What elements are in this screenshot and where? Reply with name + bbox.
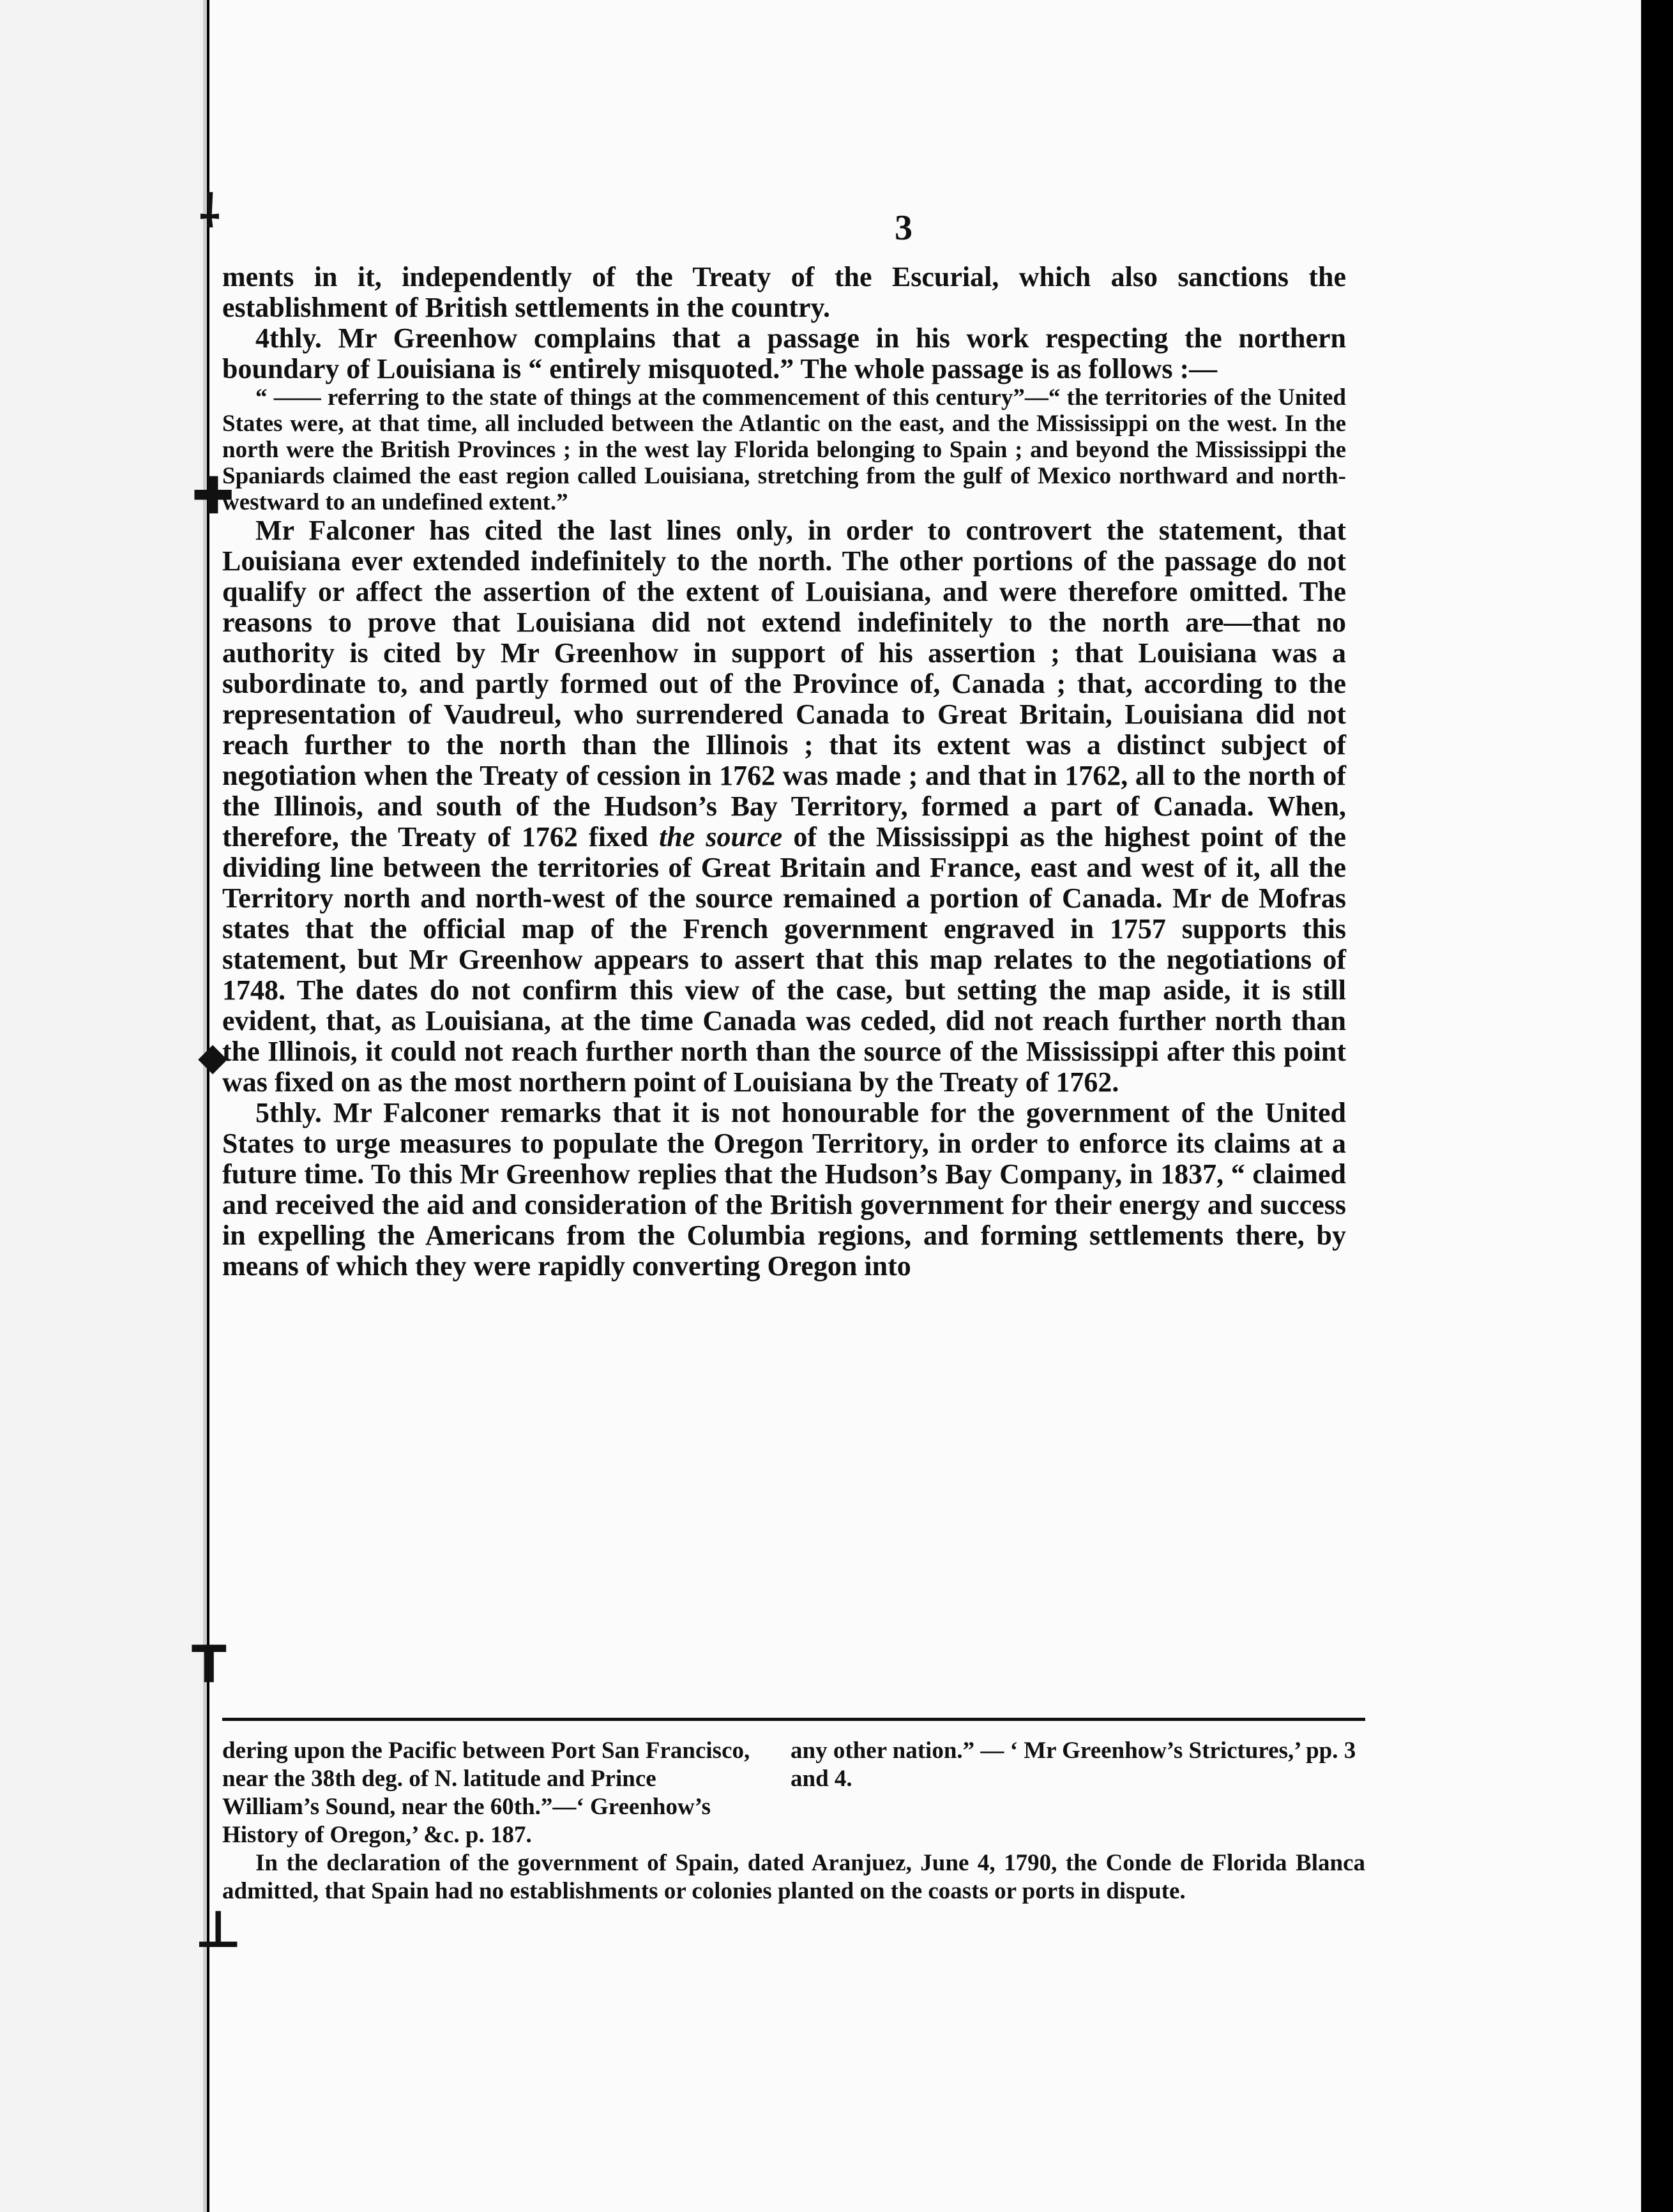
paragraph: 4thly. Mr Greenhow complains that a passage in his work respecting the northern boundary of Louisiana is “ entirely misquoted.” The whole passage is as follows :— bbox=[222, 322, 1346, 384]
footnote: any other nation.” — ‘ Mr Greenhow’s Strictures,’ pp. 3 and 4. bbox=[791, 1738, 1356, 1792]
paragraph: ments in it, independently of the Treaty of the Escurial, which also sanctions the establishment of British settlements in the country. bbox=[222, 261, 1346, 323]
binding-mark-icon: ✚ bbox=[192, 466, 235, 526]
footnotes bbox=[222, 1737, 1365, 1929]
binding-mark-icon: ◆ bbox=[198, 1034, 228, 1079]
binding-mark-icon: T bbox=[192, 1635, 227, 1694]
paragraph-text: of the Mississippi as the highest point of the dividing line between the territories of Great Britain and France, east and west of it, all the Territory north and north-west of the source remained a portion of Canada. Mr de Mofras states that the official map of the French government engraved in 1757 supports this statement, but Mr Greenhow appears to assert that this map relates to the negotiations of 1748. The dates do not confirm this view of the case, but setting the map aside, it is still evident, that, as Louisiana, at the time Canada was ceded, did not reach further north than the Illinois, it could not reach further north than the source of the Mississippi after this point was fixed on as the most northern point of Louisiana by the Treaty of 1762. bbox=[222, 821, 1346, 1098]
footnote-columns bbox=[222, 1737, 1365, 1849]
facing-page-edge bbox=[0, 0, 207, 2212]
footnote-left-column bbox=[222, 1737, 759, 1849]
footnote: dering upon the Pacific between Port San Francisco, near the 38th deg. of N. latitude and Prince William’s Sound, near the 60th.”—‘ Greenhow’s History of Oregon,’ &c. p. 187. bbox=[222, 1738, 750, 1848]
binding-mark-icon: ⊥ bbox=[195, 1900, 242, 1959]
footnote-right-column bbox=[791, 1737, 1365, 1849]
paragraph-text: Mr Falconer has cited the last lines only, in order to controvert the statement, that Louisiana ever extended indefinitely to the north. The other portions of the passage do not qualify or affect the assertion of the extent of Louisiana, and were therefore omitted. The reasons to prove that Louisiana did not extend indefinitely to the north are—that no authority is cited by Mr Greenhow in support of his assertion ; that Louisiana was a subordinate to, and partly formed out of the Province of, Canada ; that, according to the representation of Vaudreul, who surrendered Canada to Great Britain, Louisiana did not reach further to the north than the Illinois ; that its extent was a distinct subject of negotiation when the Treaty of cession in 1762 was made ; and that in 1762, all to the north of the Illinois, and south of the Hudson’s Bay Territory, formed a part of Canada. When, therefore, the Treaty of 1762 fixed bbox=[222, 515, 1346, 852]
footnote: In the declaration of the government of Spain, dated Aranjuez, June 4, 1790, the Conde de Florida Blanca admitted, that Spain had no establishments or colonies planted on the coasts or ports in dispute. bbox=[222, 1850, 1365, 1904]
emphasis-text: the source bbox=[659, 821, 783, 852]
paragraph bbox=[222, 515, 1346, 1098]
page-number: 3 bbox=[895, 208, 912, 248]
block-quote: “ —— referring to the state of things at the commencement of this century”—“ the territories of the United States were, at that time, all included between the Atlantic on the east, and the Mississippi on the west. In the north were the British Provinces ; in the west lay Florida belonging to Spain ; and beyond the Mississippi the Spaniards claimed the east region called Louisiana, stretching from the gulf of Mexico northward and north-westward to an undefined extent.” bbox=[222, 384, 1346, 515]
footnote-rule bbox=[222, 1718, 1365, 1721]
binding-mark-icon: ⸸ bbox=[199, 185, 220, 238]
paragraph: 5thly. Mr Falconer remarks that it is not honourable for the government of the United States to urge measures to populate the Oregon Territory, in order to enforce its claims at a future time. To this Mr Greenhow replies that the Hudson’s Bay Company, in 1837, “ claimed and received the aid and consideration of the British government for their energy and success in expelling the Americans from the Columbia regions, and forming settlements there, by means of which they were rapidly converting Oregon into bbox=[222, 1097, 1346, 1282]
body-text bbox=[222, 262, 1346, 1282]
